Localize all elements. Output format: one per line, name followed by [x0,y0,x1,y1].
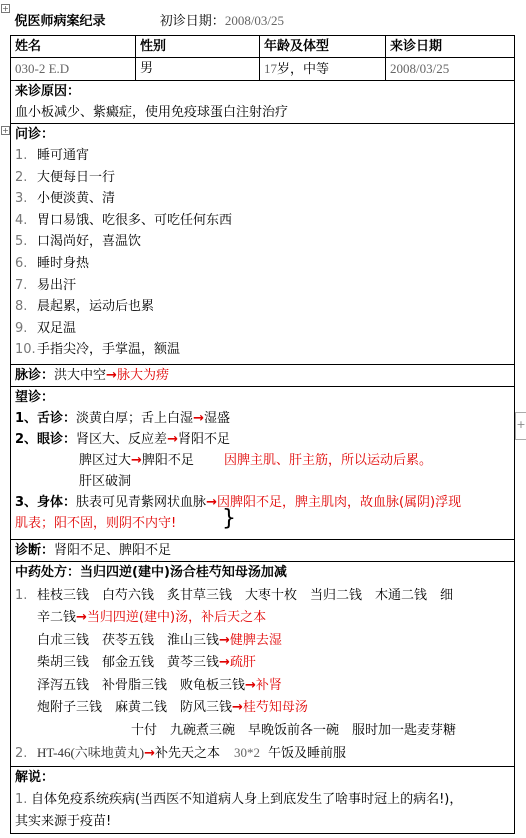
explanation-number: 1. [15,791,28,807]
header-visit-date: 来诊日期 [386,36,515,58]
inquiry-item [15,339,514,361]
rx-line3-herbs: 白朮三钱 茯苓五钱 淮山三钱 [37,632,220,648]
inquiry-item-text: 手指尖冷，手掌温，额温 [37,342,181,358]
rx-line-2 [15,607,514,630]
tongue-line [15,408,514,429]
title-row [11,8,515,36]
inquiry-item-text: 小便淡黄、清 [37,191,116,207]
inquiry-label: 问诊： [15,127,55,142]
eye-line2-text: 脾区过大 [79,453,132,468]
table-move-handle-icon[interactable]: + [2,4,9,13]
inquiry-item-number: 9. [15,320,28,336]
rx-line8-timing: 午饭及睡前服 [268,746,347,761]
inspection-label: 望诊： [15,390,55,405]
info-value-row [11,58,515,81]
rx-line5-note: 补肾 [255,677,282,693]
patient-id: 030-2 E.D [11,58,136,81]
eye-line2-result: 脾阳不足 [141,453,194,468]
rx-line-5 [15,675,514,698]
reason-text: 血小板减少、紫癜症，使用免疫球蛋白注射治疗 [15,105,289,120]
row-insert-icon[interactable]: + [2,126,9,135]
inquiry-row [11,124,515,365]
inquiry-item-number: 1. [15,148,28,163]
patient-sex: 男 [136,58,260,81]
inquiry-item [15,275,514,297]
reason-label: 来诊原因： [15,84,81,99]
info-header-row [11,36,515,58]
body-note-1: 因脾阳不足，脾主肌肉，故血脉(属阴)浮现 [216,495,462,510]
explanation-text-1: 自体免疫系统疾病(当西医不知道病人身上到底发生了啥事时冠上的病名!)， [31,791,463,807]
arrow-icon: → [206,495,217,510]
first-visit-label: 初诊日期： [159,14,225,29]
inspection-row [11,387,515,540]
tongue-result: 湿盛 [203,411,230,426]
arrow-icon: → [131,453,142,468]
pulse-text: 洪大中空 [54,368,107,383]
inquiry-item-number: 6. [15,255,28,271]
pulse-note: 脉大为痨 [116,368,169,383]
rx-line-4 [15,652,514,675]
arrow-icon: → [76,610,87,625]
explanation-text-2: 其实来源于疫苗! [15,813,112,829]
inquiry-item-number: 7. [15,277,28,293]
rx-line8-purpose: 补先天之本 [155,746,221,761]
inquiry-item [15,253,514,275]
inquiry-list [15,145,514,361]
body-note-2: 肌表；阳不固，则阴不内守! [15,516,177,531]
pulse-label: 脉诊： [15,368,55,383]
diagnosis-label: 诊断： [15,543,55,558]
arrow-icon: → [245,677,256,693]
rx-line6-note: 桂芍知母汤 [242,700,308,715]
inquiry-item [15,210,514,232]
rx-line1-text: 桂枝三钱 白芍六钱 炙甘草三钱 大枣十枚 当归二钱 木通二钱 细 [37,587,454,603]
arrow-icon: → [219,655,230,670]
patient-age-build: 岁，中等 [277,62,330,77]
rx-line4-note: 疏肝 [229,655,256,670]
arrow-icon: → [193,411,204,426]
arrow-icon: → [232,700,243,715]
body-label: 3、身体： [15,495,77,510]
inquiry-item-number: 10. [15,342,36,358]
inquiry-item [15,145,514,167]
inquiry-item [15,231,514,253]
prescription-row [11,562,515,767]
inquiry-item-number: 8. [15,299,28,315]
rx-line2-note: 当归四逆(建中)汤，补后天之本 [86,610,267,625]
inquiry-item-text: 口渴尚好，喜温饮 [37,234,142,250]
rx-number-2: 2. [15,746,28,761]
rx-line-7: 十付 九碗煮三碗 早晚饭前各一碗 服时加一匙麦芽糖 [131,722,457,738]
rx-line-1 [15,585,514,608]
eye-label: 2、眼诊： [15,432,77,447]
rx-line3-note: 健脾去湿 [229,632,282,648]
eye-line-2 [15,450,514,471]
inquiry-item-text: 睡时身热 [37,255,90,271]
visit-date-value: 2008/03/25 [386,58,515,81]
arrow-icon: → [106,368,117,383]
eye-line3-text: 肝区破洞 [79,474,132,489]
first-visit-date: 2008/03/25 [224,13,285,28]
eye-line2-note: 因脾主肌、肝主筋，所以运动后累。 [223,453,432,468]
rx-number-1: 1. [15,587,28,603]
eye-line1-result: 肾阳不足 [177,432,230,447]
eye-line-3 [15,471,514,492]
inquiry-item-text: 双足温 [37,320,77,336]
rx-line-6 [15,697,514,720]
inquiry-item [15,167,514,189]
inquiry-item-text: 晨起累，运动后也累 [37,299,155,315]
rx-line8-dose: 30*2 [234,745,261,760]
prescription-label: 中药处方：当归四逆(建中)汤合桂芍知母汤加减 [15,565,287,580]
rx-line6-herbs: 炮附子三钱 麻黄二钱 防风三钱 [37,700,233,715]
patient-age [260,58,386,81]
body-line [15,492,514,513]
side-expand-icon[interactable]: + [515,412,526,440]
header-name: 姓名 [11,36,136,58]
page-title: 倪医师病案纪录 [14,14,106,29]
bracket-mark-icon: } [222,506,236,531]
header-age: 年龄及体型 [260,36,386,58]
inquiry-item-number: 2. [15,169,28,185]
arrow-icon: → [144,746,156,761]
pulse-row [11,365,515,387]
reason-row [11,81,515,124]
diagnosis-row [11,540,515,562]
rx-line-8 [15,742,514,766]
rx-line4-herbs: 柴胡三钱 郁金五钱 黄芩三钱 [37,655,220,670]
inquiry-item [15,296,514,318]
inquiry-item [15,188,514,210]
body-text: 肤表可见青紫网状血脉 [76,495,207,510]
explanation-row [11,766,515,833]
rx-line8-formula: HT-46(六味地黄丸) [37,745,145,760]
inquiry-item-number: 3. [15,191,28,207]
inquiry-item-text: 大便每日一行 [37,169,116,185]
tongue-label: 1、舌诊： [15,411,77,426]
eye-line1-text: 肾区大、反应差 [76,432,168,447]
rx-line5-herbs: 泽泻五钱 补骨脂三钱 败龟板三钱 [37,677,246,693]
patient-age-number: 17 [264,61,277,76]
diagnosis-text: 肾阳不足、脾阳不足 [54,543,172,558]
case-table [10,8,515,834]
inquiry-item [15,318,514,340]
eye-line-1 [15,429,514,450]
arrow-icon: → [167,432,178,447]
rx-line2-herbs: 辛二钱 [37,610,77,625]
explanation-line-1 [15,789,514,811]
inquiry-item-text: 易出汗 [37,277,77,293]
inquiry-item-text: 胃口易饿、吃很多、可吃任何东西 [37,212,233,228]
inquiry-item-number: 5. [15,234,28,250]
inquiry-item-number: 4. [15,212,28,228]
header-sex: 性别 [136,36,260,58]
arrow-icon: → [219,632,230,648]
tongue-text: 淡黄白厚；舌上白湿 [76,411,194,426]
explanation-label: 解说： [15,769,55,785]
rx-line-3 [15,630,514,653]
inquiry-item-text: 睡可通宵 [37,148,90,163]
